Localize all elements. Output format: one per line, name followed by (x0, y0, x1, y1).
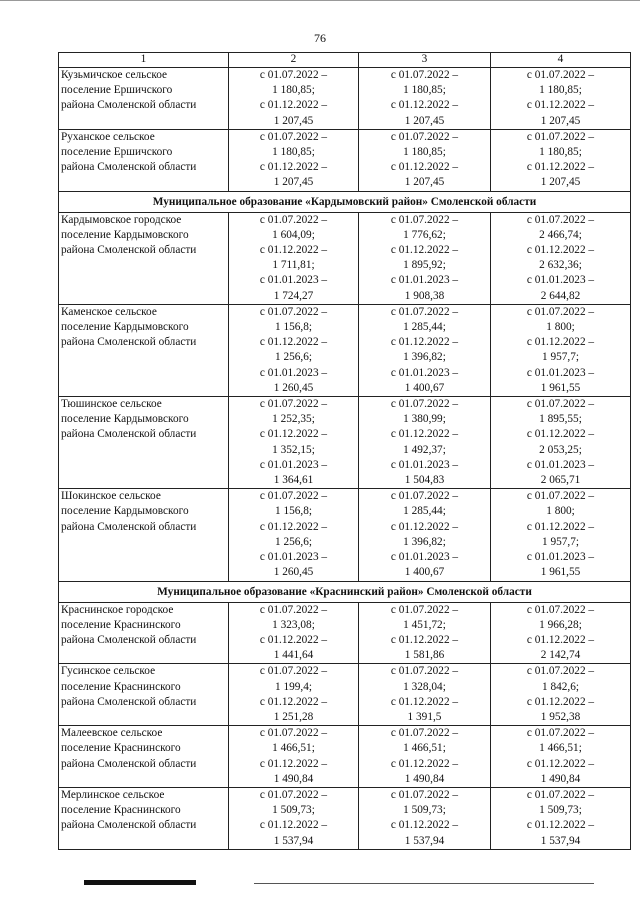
tariff-line: с 01.12.2022 – (259, 336, 328, 349)
settlement-name-line: поселение Ершичского (61, 146, 173, 159)
tariff-line: 1 800; (546, 321, 575, 334)
settlement-name-cell (59, 304, 229, 396)
tariff-cell (229, 602, 359, 664)
tariff-line: с 01.12.2022 – (390, 695, 459, 708)
tariff-line: с 01.07.2022 – (526, 788, 595, 801)
tariff-line: 1 537,94 (273, 834, 314, 847)
tariff-line: с 01.12.2022 – (526, 244, 595, 257)
tariff-line: с 01.07.2022 – (526, 727, 595, 740)
tariff-line: с 01.12.2022 – (526, 161, 595, 174)
tariff-cell (491, 304, 631, 396)
tariff-line: 1 490,84 (540, 772, 581, 785)
tariff-line: 1 466,51; (403, 742, 446, 755)
tariff-line: 1 328,04; (403, 680, 446, 693)
tariff-line: 1 260,45 (273, 566, 314, 579)
tariff-line: 1 207,45 (273, 176, 314, 189)
settlement-name-cell (59, 602, 229, 664)
tariff-line: с 01.12.2022 – (390, 520, 459, 533)
settlement-name-line: района Смоленской области (61, 244, 197, 257)
settlement-name-line: Руханское сельское (61, 130, 155, 143)
tariff-line: 2 644,82 (540, 289, 581, 302)
settlement-name-line: Гусинское сельское (61, 665, 156, 678)
settlement-name-line: поселение Краснинского (61, 618, 181, 631)
tariff-line: 1 604,09; (272, 228, 315, 241)
settlement-name-line: Тюшинское сельское (61, 398, 162, 411)
settlement-name-line: района Смоленской области (61, 336, 197, 349)
tariff-line: с 01.07.2022 – (390, 490, 459, 503)
tariff-line: с 01.07.2022 – (526, 603, 595, 616)
tariff-line: 1 724,27 (273, 289, 314, 302)
tariff-line: с 01.01.2023 – (390, 551, 459, 564)
settlement-name-line: района Смоленской области (61, 757, 197, 770)
tariff-line: 1 252,35; (272, 413, 315, 426)
table-row (59, 129, 631, 191)
tariff-line: 1 260,45 (273, 381, 314, 394)
tariff-line: 1 207,45 (273, 114, 314, 127)
tariff-line: с 01.07.2022 – (259, 665, 328, 678)
settlement-name-line: Шокинское сельское (61, 490, 161, 503)
table-row (59, 664, 631, 726)
tariff-line: с 01.01.2023 – (526, 458, 595, 471)
table-row (59, 489, 631, 581)
tariff-cell (359, 602, 491, 664)
tariff-line: с 01.07.2022 – (390, 727, 459, 740)
tariff-line: 2 065,71 (540, 474, 581, 487)
tariff-line: с 01.12.2022 – (526, 336, 595, 349)
settlement-name-line: поселение Краснинского (61, 680, 181, 693)
tariff-cell (491, 602, 631, 664)
tariff-line: с 01.01.2023 – (390, 458, 459, 471)
tariff-cell (359, 397, 491, 489)
tariff-line: 1 961,55 (540, 566, 581, 579)
tariff-line: 1 800; (546, 505, 575, 518)
tariff-line: с 01.07.2022 – (259, 398, 328, 411)
tariff-line: с 01.12.2022 – (526, 520, 595, 533)
tariff-cell (229, 489, 359, 581)
tariff-line: 1 352,15; (272, 443, 315, 456)
settlement-name-cell (59, 726, 229, 788)
tariff-line: 1 207,45 (404, 114, 445, 127)
settlement-name-line: поселение Краснинского (61, 804, 181, 817)
tariff-line: с 01.12.2022 – (259, 757, 328, 770)
tariff-line: 1 490,84 (404, 772, 445, 785)
tariff-line: 1 504,83 (404, 474, 445, 487)
tariff-line: 1 207,45 (540, 176, 581, 189)
tariff-line: 1 537,94 (404, 834, 445, 847)
settlement-name-line: района Смоленской области (61, 633, 197, 646)
tariff-line: с 01.01.2023 – (259, 551, 328, 564)
settlement-name-line: поселение Кардымовского (61, 505, 189, 518)
tariff-cell (491, 726, 631, 788)
tariff-line: с 01.12.2022 – (390, 757, 459, 770)
tariff-line: с 01.07.2022 – (259, 490, 328, 503)
section-heading: Муниципальное образование «Краснинский район» Смоленской области (59, 581, 631, 602)
settlement-name-line: района Смоленской области (61, 520, 197, 533)
tariff-line: с 01.01.2023 – (526, 274, 595, 287)
column-header: 4 (491, 53, 631, 68)
tariff-line: 2 466,74; (539, 228, 582, 241)
tariff-line: 1 156,8; (274, 321, 313, 334)
tariff-line: с 01.12.2022 – (526, 99, 595, 112)
tariff-cell (229, 397, 359, 489)
tariff-line: с 01.01.2023 – (526, 551, 595, 564)
tariff-line: 1 441,64 (273, 649, 314, 662)
section-heading-row (59, 581, 631, 602)
tariff-line: 1 509,73; (272, 804, 315, 817)
tariff-line: с 01.07.2022 – (390, 130, 459, 143)
tariff-cell (229, 129, 359, 191)
settlement-name-line: Кардымовское городское (61, 213, 182, 226)
tariff-line: 1 908,38 (404, 289, 445, 302)
tariff-line: 1 207,45 (404, 176, 445, 189)
tariff-line: с 01.12.2022 – (259, 695, 328, 708)
tariff-line: 1 207,45 (540, 114, 581, 127)
tariff-line: с 01.07.2022 – (390, 603, 459, 616)
section-heading-row (59, 191, 631, 212)
settlement-name-cell (59, 129, 229, 191)
tariff-cell (229, 664, 359, 726)
table-row (59, 397, 631, 489)
tariff-line: с 01.07.2022 – (259, 788, 328, 801)
tariff-cell (229, 304, 359, 396)
settlement-name-line: района Смоленской области (61, 695, 197, 708)
table-row (59, 304, 631, 396)
settlement-name-line: района Смоленской области (61, 99, 197, 112)
tariff-line: с 01.01.2023 – (390, 274, 459, 287)
tariff-line: с 01.07.2022 – (390, 213, 459, 226)
settlement-name-cell (59, 397, 229, 489)
tariff-line: 1 509,73; (403, 804, 446, 817)
tariff-line: с 01.01.2023 – (526, 366, 595, 379)
tariff-line: 1 396,82; (403, 535, 446, 548)
settlement-name-line: района Смоленской области (61, 428, 197, 441)
table-row (59, 212, 631, 304)
page-number: 76 (314, 31, 326, 45)
tariff-line: 1 180,85; (403, 146, 446, 159)
settlement-name-line: поселение Кардымовского (61, 228, 189, 241)
tariff-line: 1 391,5 (407, 710, 442, 723)
tariff-cell (491, 664, 631, 726)
tariff-cell (491, 489, 631, 581)
settlement-name-line: поселение Ершичского (61, 84, 173, 97)
column-header: 3 (359, 53, 491, 68)
tariff-cell (491, 787, 631, 849)
tariff-line: с 01.12.2022 – (526, 695, 595, 708)
tariff-line: 1 957,7; (541, 535, 580, 548)
tariff-line: с 01.12.2022 – (390, 633, 459, 646)
column-header: 1 (59, 53, 229, 68)
tariff-line: с 01.07.2022 – (259, 130, 328, 143)
tariff-line: с 01.12.2022 – (390, 99, 459, 112)
table-row (59, 68, 631, 130)
settlement-name-line: Кузьмичское сельское (61, 69, 168, 81)
tariff-line: 1 400,67 (404, 566, 445, 579)
tariff-cell (359, 664, 491, 726)
tariff-line: 1 466,51; (539, 742, 582, 755)
settlement-name-line: района Смоленской области (61, 161, 197, 174)
tariff-cell (359, 129, 491, 191)
tariff-line: с 01.12.2022 – (259, 244, 328, 257)
table-row (59, 726, 631, 788)
tariff-line: с 01.12.2022 – (526, 633, 595, 646)
settlement-name-cell (59, 787, 229, 849)
tariff-cell (229, 787, 359, 849)
settlement-name-line: Мерлинское сельское (61, 788, 165, 801)
tariff-line: с 01.12.2022 – (259, 99, 328, 112)
tariff-cell (491, 129, 631, 191)
tariff-line: 1 180,85; (539, 84, 582, 97)
tariff-line: 1 256,6; (274, 535, 313, 548)
section-heading: Муниципальное образование «Кардымовский район» Смоленской области (59, 191, 631, 212)
tariff-cell (359, 68, 491, 130)
tariff-cell (359, 726, 491, 788)
tariff-cell (229, 212, 359, 304)
tariff-line: 1 961,55 (540, 381, 581, 394)
footer-stamp-mark (84, 880, 196, 885)
tariff-cell (229, 726, 359, 788)
tariff-line: с 01.07.2022 – (526, 490, 595, 503)
tariff-line: с 01.07.2022 – (390, 305, 459, 318)
tariff-line: с 01.12.2022 – (259, 161, 328, 174)
tariff-line: 1 895,55; (539, 413, 582, 426)
settlement-name-line: поселение Краснинского (61, 742, 181, 755)
tariff-line: 1 156,8; (274, 505, 313, 518)
tariff-line: с 01.12.2022 – (259, 428, 328, 441)
tariff-line: с 01.07.2022 – (526, 130, 595, 143)
tariff-line: с 01.07.2022 – (390, 788, 459, 801)
settlement-name-line: района Смоленской области (61, 819, 197, 832)
tariff-line: с 01.12.2022 – (390, 244, 459, 257)
tariff-line: 2 632,36; (539, 259, 582, 272)
tariff-line: с 01.07.2022 – (390, 398, 459, 411)
tariff-line: 1 364,61 (273, 474, 314, 487)
table-row (59, 787, 631, 849)
tariff-line: с 01.12.2022 – (526, 757, 595, 770)
tariff-line: с 01.07.2022 – (390, 665, 459, 678)
tariff-cell (359, 489, 491, 581)
tariff-line: с 01.07.2022 – (526, 213, 595, 226)
tariff-line: 1 842,6; (541, 680, 580, 693)
tariff-line: 1 180,85; (539, 146, 582, 159)
tariff-line: 1 285,44; (403, 505, 446, 518)
footer-line (254, 883, 594, 884)
tariff-line: с 01.12.2022 – (390, 428, 459, 441)
tariff-cell (359, 787, 491, 849)
tariff-cell (359, 212, 491, 304)
tariff-cell (359, 304, 491, 396)
settlement-name-line: Малеевское сельское (61, 727, 163, 740)
tariff-line: 1 957,7; (541, 351, 580, 364)
tariff-line: 1 581,86 (404, 649, 445, 662)
tariff-line: 1 323,08; (272, 618, 315, 631)
column-header: 2 (229, 53, 359, 68)
table-header-row (59, 53, 631, 68)
tariff-line: с 01.07.2022 – (526, 69, 595, 81)
tariff-cell (491, 68, 631, 130)
tariff-line: 1 180,85; (272, 84, 315, 97)
tariff-line: с 01.01.2023 – (259, 274, 328, 287)
tariff-line: 1 952,38 (540, 710, 581, 723)
tariff-line: 1 251,28 (273, 710, 314, 723)
tariff-line: с 01.12.2022 – (526, 428, 595, 441)
tariff-line: 1 180,85; (403, 84, 446, 97)
tariff-line: 1 776,62; (403, 228, 446, 241)
tariff-line: с 01.12.2022 – (390, 161, 459, 174)
tariff-line: 2 142,74 (540, 649, 581, 662)
tariff-line: с 01.07.2022 – (259, 603, 328, 616)
table-row (59, 602, 631, 664)
tariff-line: с 01.12.2022 – (390, 336, 459, 349)
tariff-line: 1 400,67 (404, 381, 445, 394)
tariff-line: 1 711,81; (272, 259, 315, 272)
tariff-line: с 01.12.2022 – (259, 520, 328, 533)
settlement-name-line: Краснинское городское (61, 603, 174, 616)
settlement-name-line: Каменское сельское (61, 305, 157, 318)
tariff-line: 1 256,6; (274, 351, 313, 364)
tariff-cell (491, 212, 631, 304)
tariff-cell (491, 397, 631, 489)
tariff-line: 2 053,25; (539, 443, 582, 456)
tariff-line: 1 509,73; (539, 804, 582, 817)
tariff-line: 1 466,51; (272, 742, 315, 755)
tariff-line: 1 895,92; (403, 259, 446, 272)
settlement-name-cell (59, 664, 229, 726)
settlement-name-line: поселение Кардымовского (61, 321, 189, 334)
tariff-line: с 01.01.2023 – (259, 458, 328, 471)
settlement-name-cell (59, 489, 229, 581)
tariff-line: 1 199,4; (274, 680, 313, 693)
tariff-line: с 01.07.2022 – (526, 665, 595, 678)
tariff-line: с 01.07.2022 – (259, 213, 328, 226)
tariff-line: 1 492,37; (403, 443, 446, 456)
tariff-line: 1 966,28; (539, 618, 582, 631)
tariff-line: с 01.01.2023 – (390, 366, 459, 379)
tariff-line: с 01.12.2022 – (259, 819, 328, 832)
tariff-line: с 01.07.2022 – (259, 727, 328, 740)
tariff-line: 1 490,84 (273, 772, 314, 785)
tariff-line: с 01.12.2022 – (390, 819, 459, 832)
tariff-line: с 01.12.2022 – (259, 633, 328, 646)
tariff-line: 1 451,72; (403, 618, 446, 631)
table-body (59, 68, 631, 850)
top-border-line (0, 0, 640, 1)
settlement-name-cell (59, 68, 229, 130)
tariff-line: с 01.12.2022 – (526, 819, 595, 832)
tariff-table (58, 52, 631, 850)
tariff-cell (229, 68, 359, 130)
tariff-line: 1 380,99; (403, 413, 446, 426)
tariff-line: 1 396,82; (403, 351, 446, 364)
tariff-line: с 01.07.2022 – (259, 305, 328, 318)
tariff-line: 1 180,85; (272, 146, 315, 159)
tariff-line: с 01.07.2022 – (390, 69, 459, 81)
tariff-line: с 01.07.2022 – (259, 69, 328, 81)
tariff-line: 1 537,94 (540, 834, 581, 847)
settlement-name-cell (59, 212, 229, 304)
tariff-line: с 01.07.2022 – (526, 398, 595, 411)
tariff-line: с 01.07.2022 – (526, 305, 595, 318)
tariff-line: с 01.01.2023 – (259, 366, 328, 379)
tariff-line: 1 285,44; (403, 321, 446, 334)
settlement-name-line: поселение Кардымовского (61, 413, 189, 426)
